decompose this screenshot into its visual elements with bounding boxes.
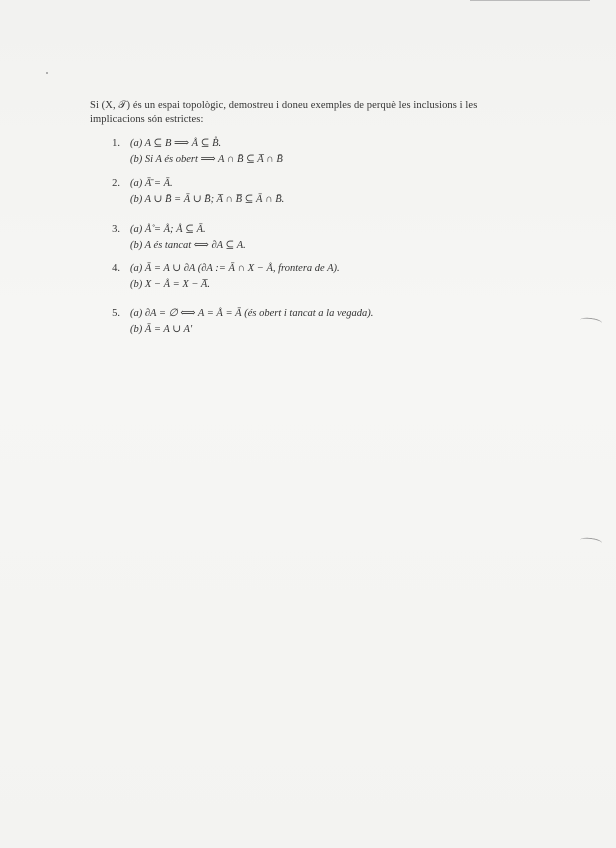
exercise-text: (a) Å̊ = Å; Å ⊆ Ā. bbox=[130, 224, 206, 235]
exercise-number: 3. bbox=[112, 224, 120, 235]
exercise-3-part-a bbox=[90, 222, 470, 238]
exercise-number: 1. bbox=[112, 138, 120, 149]
exercise-text: (a) Ā̄ = Ā. bbox=[130, 178, 173, 189]
exercise-5-part-a bbox=[90, 306, 470, 322]
exercise-text: (b) A ∪ B̄ = Ā ∪ B̄; A̅ ∩ B̅ ⊆ Ā ∩ B̄. bbox=[130, 194, 285, 205]
intro-line-2: implicacions són estrictes: bbox=[90, 114, 204, 125]
exercise-1-part-a bbox=[90, 136, 470, 152]
exercise-text: (b) A és tancat ⟺ ∂A ⊆ A. bbox=[130, 240, 246, 251]
exercise-text: (a) Ā = A ∪ ∂A (∂A := Ā ∩ X − Å, frontera de A). bbox=[130, 263, 340, 274]
exercise-text: (a) A ⊆ B ⟹ Å ⊆ B̊. bbox=[130, 138, 222, 149]
intro-line-1: Si (X, 𝒯) és un espai topològic, demostreu i doneu exemples de perquè les inclusions i les bbox=[90, 100, 478, 111]
exercise-4-part-b bbox=[90, 277, 470, 293]
exercise-1-part-b bbox=[90, 152, 470, 168]
exercise-text: (a) ∂A = ∅ ⟺ A = Å = Ā (és obert i tancat a la vegada). bbox=[130, 308, 374, 319]
exercise-5 bbox=[90, 306, 470, 338]
exercise-5-part-b bbox=[90, 322, 470, 338]
scan-speck bbox=[46, 72, 48, 74]
exercise-2 bbox=[90, 176, 470, 208]
exercise-text: (b) Ā = A ∪ A′ bbox=[130, 324, 193, 335]
exercise-2-part-a bbox=[90, 176, 470, 192]
scan-edge-line bbox=[470, 0, 590, 1]
exercise-number: 2. bbox=[112, 178, 120, 189]
exercise-2-part-b bbox=[90, 192, 470, 208]
exercise-3 bbox=[90, 222, 470, 254]
exercise-text: (b) X − Å = X − A̅. bbox=[130, 279, 210, 290]
scan-edge-mark bbox=[580, 317, 603, 327]
intro-paragraph bbox=[90, 99, 520, 127]
exercise-number: 5. bbox=[112, 308, 120, 319]
exercise-number: 4. bbox=[112, 263, 120, 274]
exercise-1 bbox=[90, 136, 470, 168]
exercise-4-part-a bbox=[90, 261, 470, 277]
exercise-4 bbox=[90, 261, 470, 293]
exercise-text: (b) Si A és obert ⟹ A ∩ B̄ ⊆ A̅ ∩ B̄ bbox=[130, 154, 283, 165]
scan-edge-mark bbox=[580, 537, 603, 547]
exercise-3-part-b bbox=[90, 238, 470, 254]
